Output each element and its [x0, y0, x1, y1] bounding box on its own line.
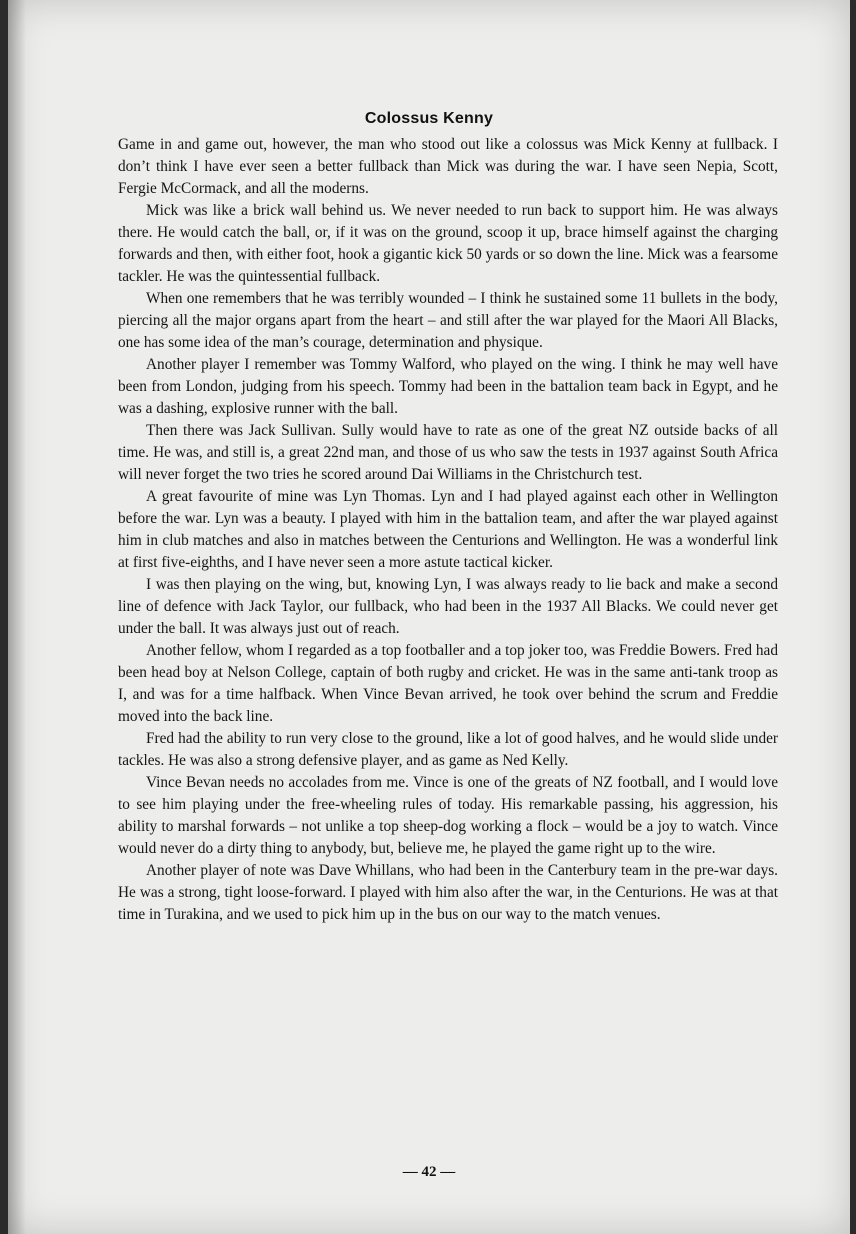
paragraph: Then there was Jack Sullivan. Sully would have to rate as one of the great NZ outside backs of all time. He was, and still is, a great 22nd man, and those of us who saw the tests in 1937 against South Africa will never forget the two tries he scored around Dai Williams in the Christchurch test.	[118, 422, 778, 483]
paragraph: Another player I remember was Tommy Walford, who played on the wing. I think he may well have been from London, judging from his speech. Tommy had been in the battalion team back in Egypt, and he was a dashing, explosive runner with the ball.	[118, 356, 778, 417]
paragraph: Another fellow, whom I regarded as a top footballer and a top joker too, was Freddie Bowers. Fred had been head boy at Nelson College, captain of both rugby and cricket. He was in the same anti-tank troop as I, and was for a time halfback. When Vince Bevan arrived, he took over behind the scrum and Freddie moved into the back line.	[118, 642, 778, 725]
paragraph: When one remembers that he was terribly wounded – I think he sustained some 11 bullets in the body, piercing all the major organs apart from the heart – and still after the war played for the Maori All Blacks, one has some idea of the man’s courage, determination and physique.	[118, 290, 778, 351]
body-text	[118, 134, 778, 926]
book-page	[8, 0, 850, 1234]
paragraph: Vince Bevan needs no accolades from me. Vince is one of the greats of NZ football, and I would love to see him playing under the free-wheeling rules of today. His remarkable passing, his aggression, his ability to marshal forwards – not unlike a top sheep-dog working a flock – would be a joy to watch. Vince would never do a dirty thing to anybody, but, believe me, he played the game right up to the wire.	[118, 774, 778, 857]
paragraph: Another player of note was Dave Whillans, who had been in the Canterbury team in the pre-war days. He was a strong, tight loose-forward. I played with him also after the war, in the Centurions. He was at that time in Turakina, and we used to pick him up in the bus on our way to the match venues.	[118, 862, 778, 923]
paragraph: Game in and game out, however, the man who stood out like a colossus was Mick Kenny at fullback. I don’t think I have ever seen a better fullback than Mick was during the war. I have seen Nepia, Scott, Fergie McCormack, and all the moderns.	[118, 136, 778, 197]
page-number: — 42 —	[402, 1164, 456, 1180]
paragraph: Fred had the ability to run very close to the ground, like a lot of good halves, and he would slide under tackles. He was also a strong defensive player, and as game as Ned Kelly.	[118, 730, 778, 769]
paragraph: A great favourite of mine was Lyn Thomas. Lyn and I had played against each other in Wellington before the war. Lyn was a beauty. I played with him in the battalion team, and after the war played against him in club matches and also in matches between the Centurions and Wellington. He was a wonderful link at first five-eighths, and I have never seen a more astute tactical kicker.	[118, 488, 778, 571]
paragraph: I was then playing on the wing, but, knowing Lyn, I was always ready to lie back and make a second line of defence with Jack Taylor, our fullback, who had been in the 1937 All Blacks. We could never get under the ball. It was always just out of reach.	[118, 576, 778, 637]
paragraph: Mick was like a brick wall behind us. We never needed to run back to support him. He was always there. He would catch the ball, or, if it was on the ground, scoop it up, brace himself against the charging forwards and then, with either foot, hook a gigantic kick 50 yards or so down the line. Mick was a fearsome tackler. He was the quintessential fullback.	[118, 202, 778, 285]
section-heading: Colossus Kenny	[364, 110, 494, 127]
